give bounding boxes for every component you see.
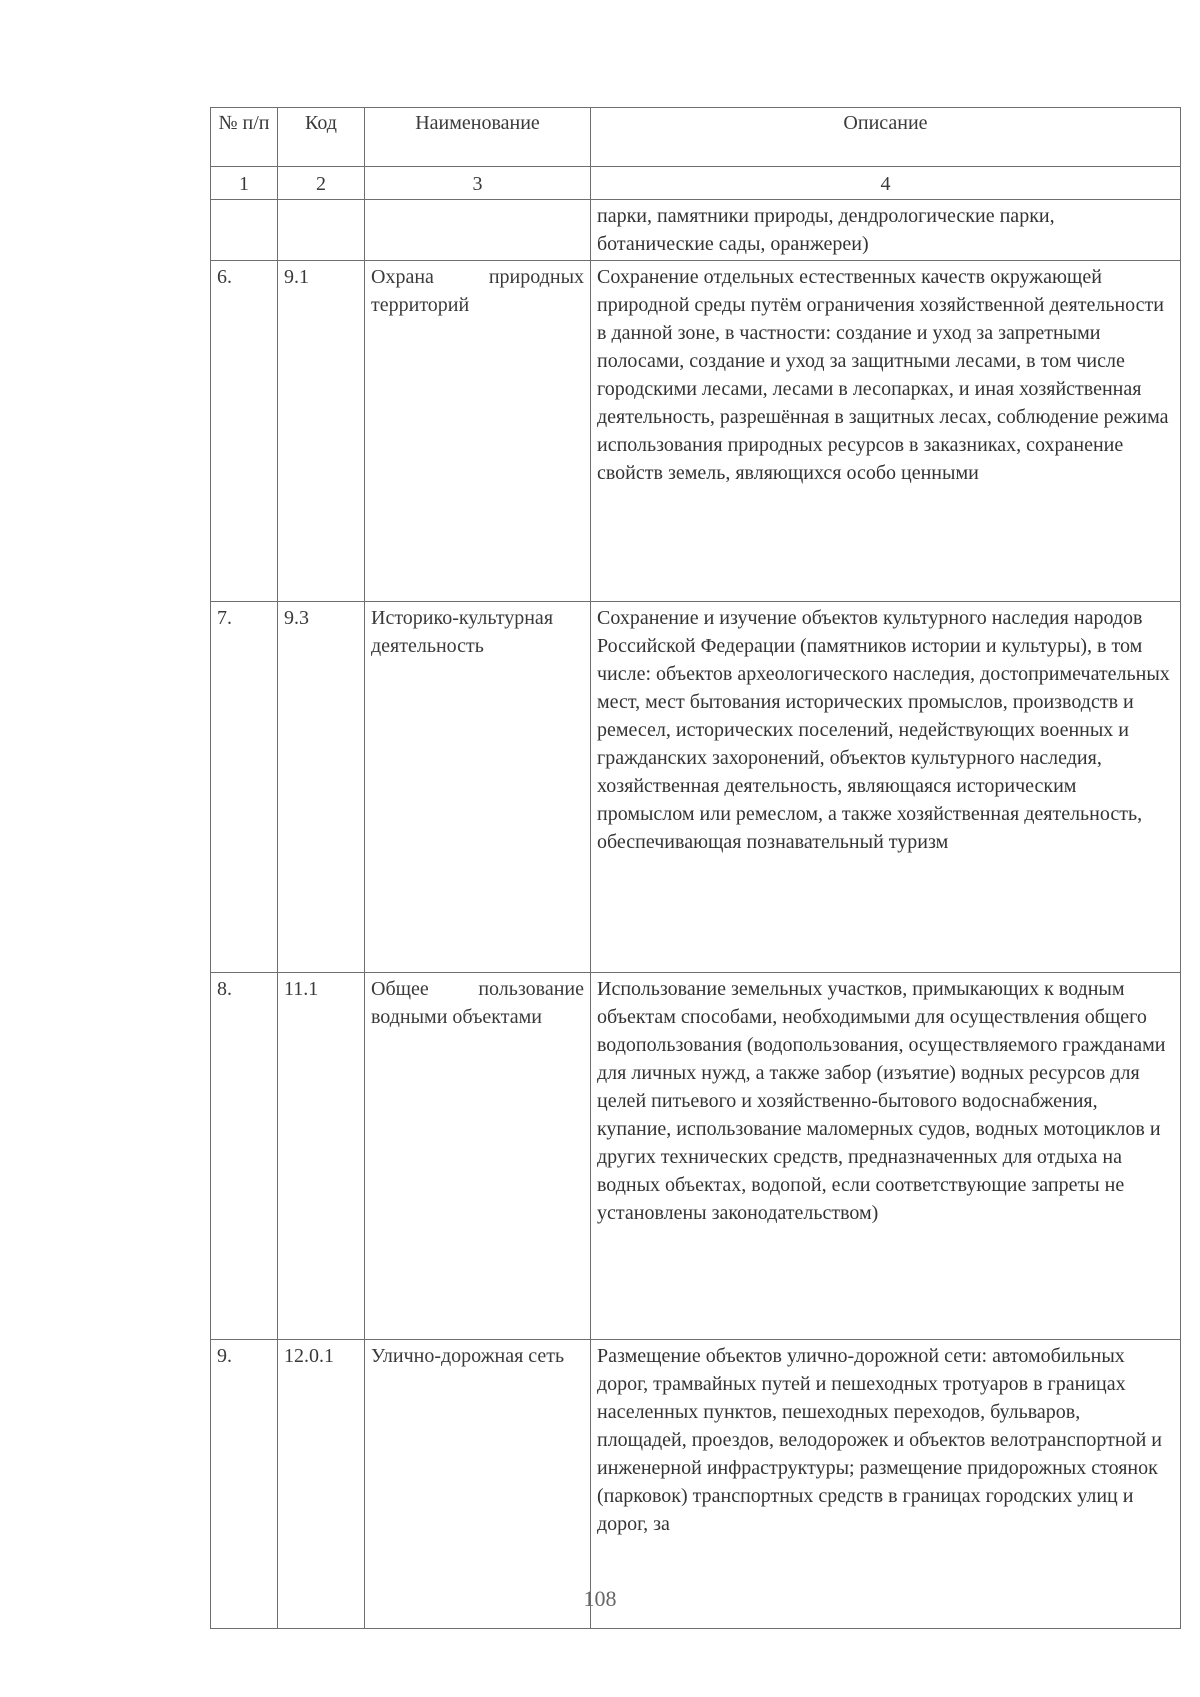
- header-code: Код: [278, 108, 365, 167]
- table-header-row: [211, 108, 1181, 167]
- table-row: [211, 602, 1181, 973]
- table-row: [211, 261, 1181, 602]
- row-number: 8.: [211, 973, 278, 1340]
- row-number: 9.: [211, 1340, 278, 1629]
- row-code: 11.1: [278, 973, 365, 1340]
- row-name: [365, 200, 591, 261]
- land-use-table: [210, 107, 1181, 1629]
- row-number: [211, 200, 278, 261]
- column-number-row: [211, 167, 1181, 200]
- row-name: Охрана природных территорий: [365, 261, 591, 602]
- row-name: Общее пользование водными объектами: [365, 973, 591, 1340]
- row-code: 12.0.1: [278, 1340, 365, 1629]
- column-number: 3: [365, 167, 591, 200]
- row-description: Размещение объектов улично-дорожной сети: автомобильных дорог, трамвайных путей и пешеходных тротуаров в границах населенных пунктов, пешеходных переходов, бульваров, площадей, проездов, велодорожек и объектов велотранспортной и инженерной инфраструктуры; размещение придорожных стоянок (парковок) транспортных средств в границах городских улиц и дорог, за: [591, 1340, 1181, 1629]
- row-description: Сохранение и изучение объектов культурного наследия народов Российской Федерации (памятников истории и культуры), в том числе: объектов археологического наследия, достопримечательных мест, мест бытования исторических промыслов, производств и ремесел, исторических поселений, недействующих военных и гражданских захоронений, объектов культурного наследия, хозяйственная деятельность, являющаяся историческим промыслом или ремеслом, а также хозяйственная деятельность, обеспечивающая познавательный туризм: [591, 602, 1181, 973]
- column-number: 2: [278, 167, 365, 200]
- table-row: [211, 973, 1181, 1340]
- table-row: [211, 200, 1181, 261]
- header-description: Описание: [591, 108, 1181, 167]
- row-number: 6.: [211, 261, 278, 602]
- header-number: № п/п: [211, 108, 278, 167]
- row-code: 9.3: [278, 602, 365, 973]
- row-description: Сохранение отдельных естественных качеств окружающей природной среды путём ограничения хозяйственной деятельности в данной зоне, в частности: создание и уход за запретными полосами, создание и уход за защитными лесами, в том числе городскими лесами, лесами в лесопарках, и иная хозяйственная деятельность, разрешённая в защитных лесах, соблюдение режима использования природных ресурсов в заказниках, сохранение свойств земель, являющихся особо ценными: [591, 261, 1181, 602]
- row-name: Историко-культурная деятельность: [365, 602, 591, 973]
- header-name: Наименование: [365, 108, 591, 167]
- page-number: 108: [583, 1586, 617, 1611]
- column-number: 1: [211, 167, 278, 200]
- row-name: Улично-дорожная сеть: [365, 1340, 591, 1629]
- row-number: 7.: [211, 602, 278, 973]
- row-description: парки, памятники природы, дендрологические парки, ботанические сады, оранжереи): [591, 200, 1181, 261]
- row-description: Использование земельных участков, примыкающих к водным объектам способами, необходимыми для осуществления общего водопользования (водопользования, осуществляемого гражданами для личных нужд, а также забор (изъятие) водных ресурсов для целей питьевого и хозяйственно-бытового водоснабжения, купание, использование маломерных судов, водных мотоциклов и других технических средств, предназначенных для отдыха на водных объектах, водопой, если соответствующие запреты не установлены законодательством): [591, 973, 1181, 1340]
- row-code: [278, 200, 365, 261]
- row-code: 9.1: [278, 261, 365, 602]
- column-number: 4: [591, 167, 1181, 200]
